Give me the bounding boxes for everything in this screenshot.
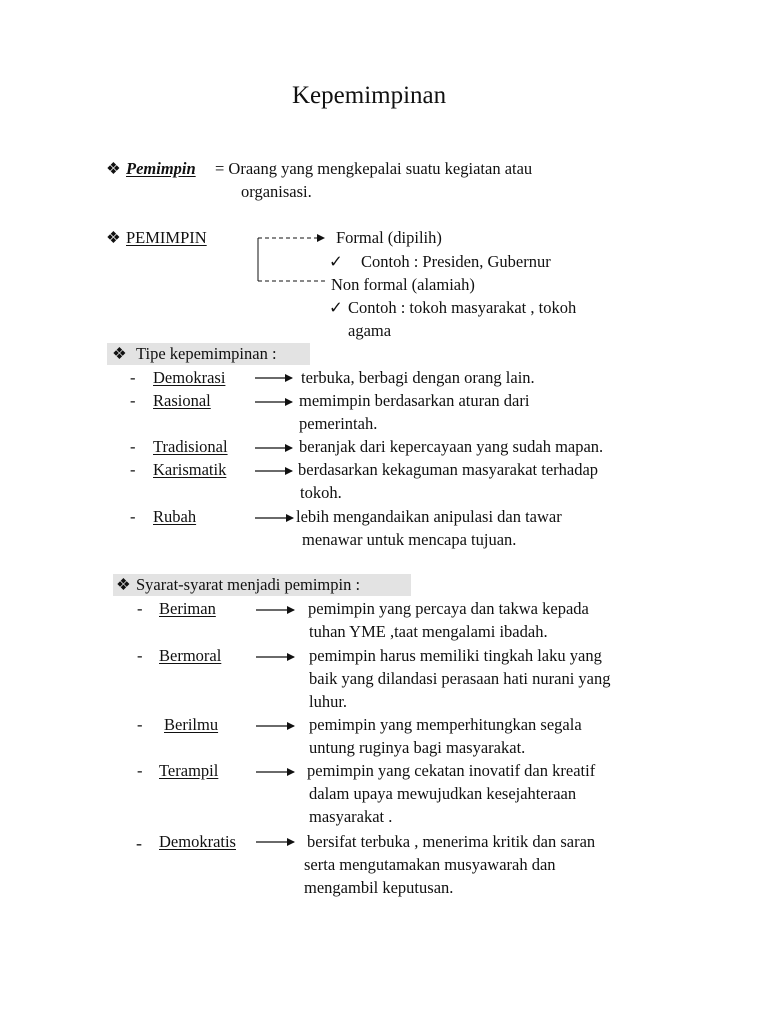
type-term-tradisional: Tradisional: [153, 437, 228, 456]
type-desc: beranjak dari kepercayaan yang sudah mapan.: [299, 437, 604, 456]
req-desc: pemimpin yang memperhitungkan segala: [309, 715, 582, 734]
req-term-terampil: Terampil: [159, 761, 219, 780]
nonformal-example: Contoh : tokoh masyarakat , tokoh: [348, 298, 577, 317]
req-desc: pemimpin yang cekatan inovatif dan kreatif: [307, 761, 596, 780]
type-term-rubah: Rubah: [153, 507, 197, 526]
bullet-icon: ❖: [116, 575, 131, 594]
req-desc: luhur.: [309, 692, 348, 711]
list-dash: -: [130, 391, 136, 410]
type-term-demokrasi: Demokrasi: [153, 368, 226, 387]
bullet-icon: ❖: [106, 159, 121, 178]
req-term-demokratis: Demokratis: [159, 832, 236, 851]
formal-example: Contoh : Presiden, Gubernur: [361, 252, 551, 271]
classification-bracket: [258, 238, 327, 281]
list-dash: -: [130, 368, 136, 387]
req-desc: untung ruginya bagi masyarakat.: [309, 738, 526, 757]
check-icon: ✓: [329, 252, 343, 271]
list-dash: -: [130, 437, 136, 456]
definition-text: = Oraang yang mengkepalai suatu kegiatan atau: [215, 159, 533, 178]
definition-term: Pemimpin: [126, 159, 196, 178]
requirements-heading: Syarat-syarat menjadi pemimpin :: [136, 575, 361, 594]
type-desc: terbuka, berbagi dengan orang lain.: [301, 368, 535, 387]
type-term-rasional: Rasional: [153, 391, 211, 410]
types-heading: Tipe kepemimpinan :: [136, 344, 277, 363]
list-dash: -: [130, 460, 136, 479]
list-dash: -: [136, 833, 142, 853]
type-desc: tokoh.: [300, 483, 342, 502]
req-desc: tuhan YME ,taat mengalami ibadah.: [309, 622, 548, 641]
nonformal-label: Non formal (alamiah): [331, 275, 475, 294]
list-dash: -: [137, 599, 143, 618]
bullet-icon: ❖: [106, 228, 121, 247]
req-desc: masyarakat .: [309, 807, 393, 826]
type-desc: memimpin berdasarkan aturan dari: [299, 391, 530, 410]
type-desc: menawar untuk mencapa tujuan.: [302, 530, 517, 549]
req-term-bermoral: Bermoral: [159, 646, 222, 665]
type-desc: berdasarkan kekaguman masyarakat terhadap: [298, 460, 599, 479]
req-desc: dalam upaya mewujudkan kesejahteraan: [309, 784, 577, 803]
list-dash: -: [137, 715, 143, 734]
req-term-berilmu: Berilmu: [164, 715, 219, 734]
formal-label: Formal (dipilih): [336, 228, 442, 247]
type-desc: pemerintah.: [299, 414, 378, 433]
req-desc: pemimpin yang percaya dan takwa kepada: [308, 599, 589, 618]
nonformal-example-continuation: agama: [348, 321, 392, 340]
classification-heading: PEMIMPIN: [126, 228, 207, 247]
req-desc: bersifat terbuka , menerima kritik dan saran: [307, 832, 596, 851]
req-desc: mengambil keputusan.: [304, 878, 454, 897]
req-desc: baik yang dilandasi perasaan hati nurani yang: [309, 669, 611, 688]
list-dash: -: [130, 507, 136, 526]
definition-continuation: organisasi.: [241, 182, 312, 201]
check-icon: ✓: [329, 298, 343, 317]
type-desc: lebih mengandaikan anipulasi dan tawar: [296, 507, 562, 526]
list-dash: -: [137, 646, 143, 665]
list-dash: -: [137, 761, 143, 780]
type-term-karismatik: Karismatik: [153, 460, 227, 479]
req-desc: pemimpin harus memiliki tingkah laku yang: [309, 646, 602, 665]
req-term-beriman: Beriman: [159, 599, 216, 618]
bullet-icon: ❖: [112, 344, 127, 363]
req-desc: serta mengutamakan musyawarah dan: [304, 855, 556, 874]
page-title: Kepemimpinan: [292, 82, 447, 109]
